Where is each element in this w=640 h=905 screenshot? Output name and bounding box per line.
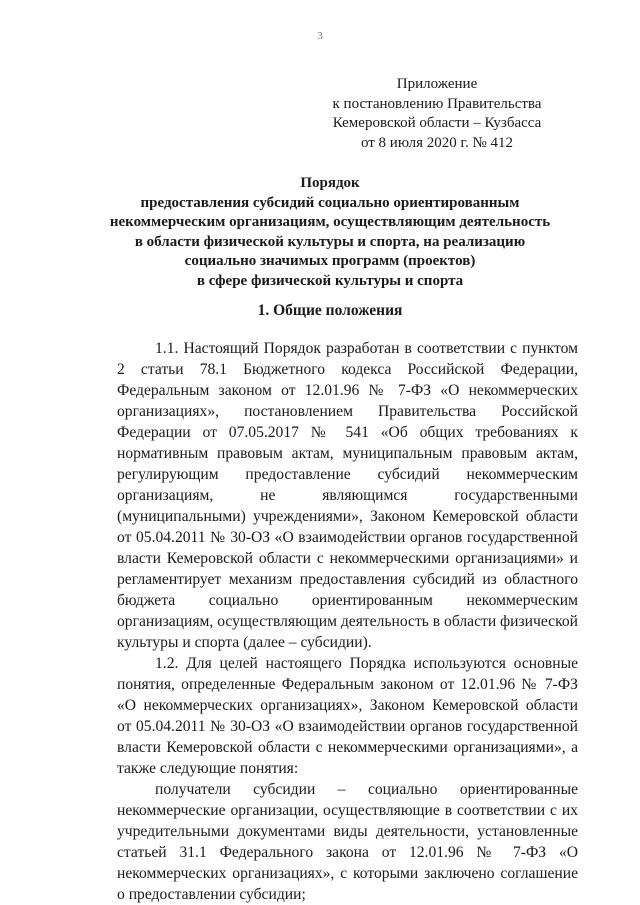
appendix-block — [308, 75, 566, 153]
section-body — [117, 338, 578, 905]
title-line: предоставления субсидий социально ориентированным — [140, 194, 520, 211]
title-line: некоммерческим организациям, осуществляющим деятельность — [109, 214, 551, 230]
page-number: 3 — [317, 30, 323, 42]
appendix-line: от 8 июля 2020 г. № 412 — [360, 134, 514, 151]
appendix-line: Кемеровской области – Кузбасса — [332, 115, 542, 131]
section-heading: 1. Общие положения — [257, 302, 403, 319]
title-line: в области физической культуры и спорта, на реализацию — [134, 233, 526, 250]
appendix-line: Приложение — [396, 76, 478, 92]
title-line: социально значимых программ (проектов) — [184, 253, 476, 269]
appendix-line: к постановлению Правительства — [332, 95, 542, 112]
paragraph-definition: получатели субсидии – социально ориентированные некоммерческие организации, осуществляющие в соответствии с их учредительными документами виды деятельности, установленные статьей 31.1 Федерального закона от 12.01.96 № 7-ФЗ «О некоммерческих организациях», с которыми заключено соглашение о предоставлении субсидии; — [117, 781, 578, 903]
document-title — [60, 174, 600, 291]
paragraph-1-2: 1.2. Для целей настоящего Порядка используются основные понятия, определенные Федеральным законом от 12.01.96 № 7-ФЗ «О некоммерческих организациях», Законом Кемеровской области от 05.04.2011 № 30-ОЗ «О взаимодействии органов государственной власти Кемеровской области с некоммерческими организациями», а также следующие понятия: — [117, 655, 578, 777]
title-line: в сфере физической культуры и спорта — [196, 272, 464, 289]
title-line: Порядок — [300, 175, 360, 191]
paragraph-1-1: 1.1. Настоящий Порядок разработан в соответствии с пунктом 2 статьи 78.1 Бюджетного кодекса Российской Федерации, Федеральным законом от 12.01.96 № 7-ФЗ «О некоммерческих организациях», постановлением Правительства Российской Федерации от 07.05.2017 № 541 «Об общих требованиях к нормативным правовым актам, муниципальным правовым актам, регулирующим предоставление субсидий некоммерческим организациям, не являющимся государственными (муниципальными) учреждениями», Законом Кемеровской области от 05.04.2011 № 30-ОЗ «О взаимодействии органов государственной власти Кемеровской области с некоммерческими организациями» и регламентирует механизм предоставления субсидий из областного бюджета социально ориентированным некоммерческим организациям, осуществляющим деятельность в области физической культуры и спорта (далее – субсидии). — [117, 340, 579, 651]
